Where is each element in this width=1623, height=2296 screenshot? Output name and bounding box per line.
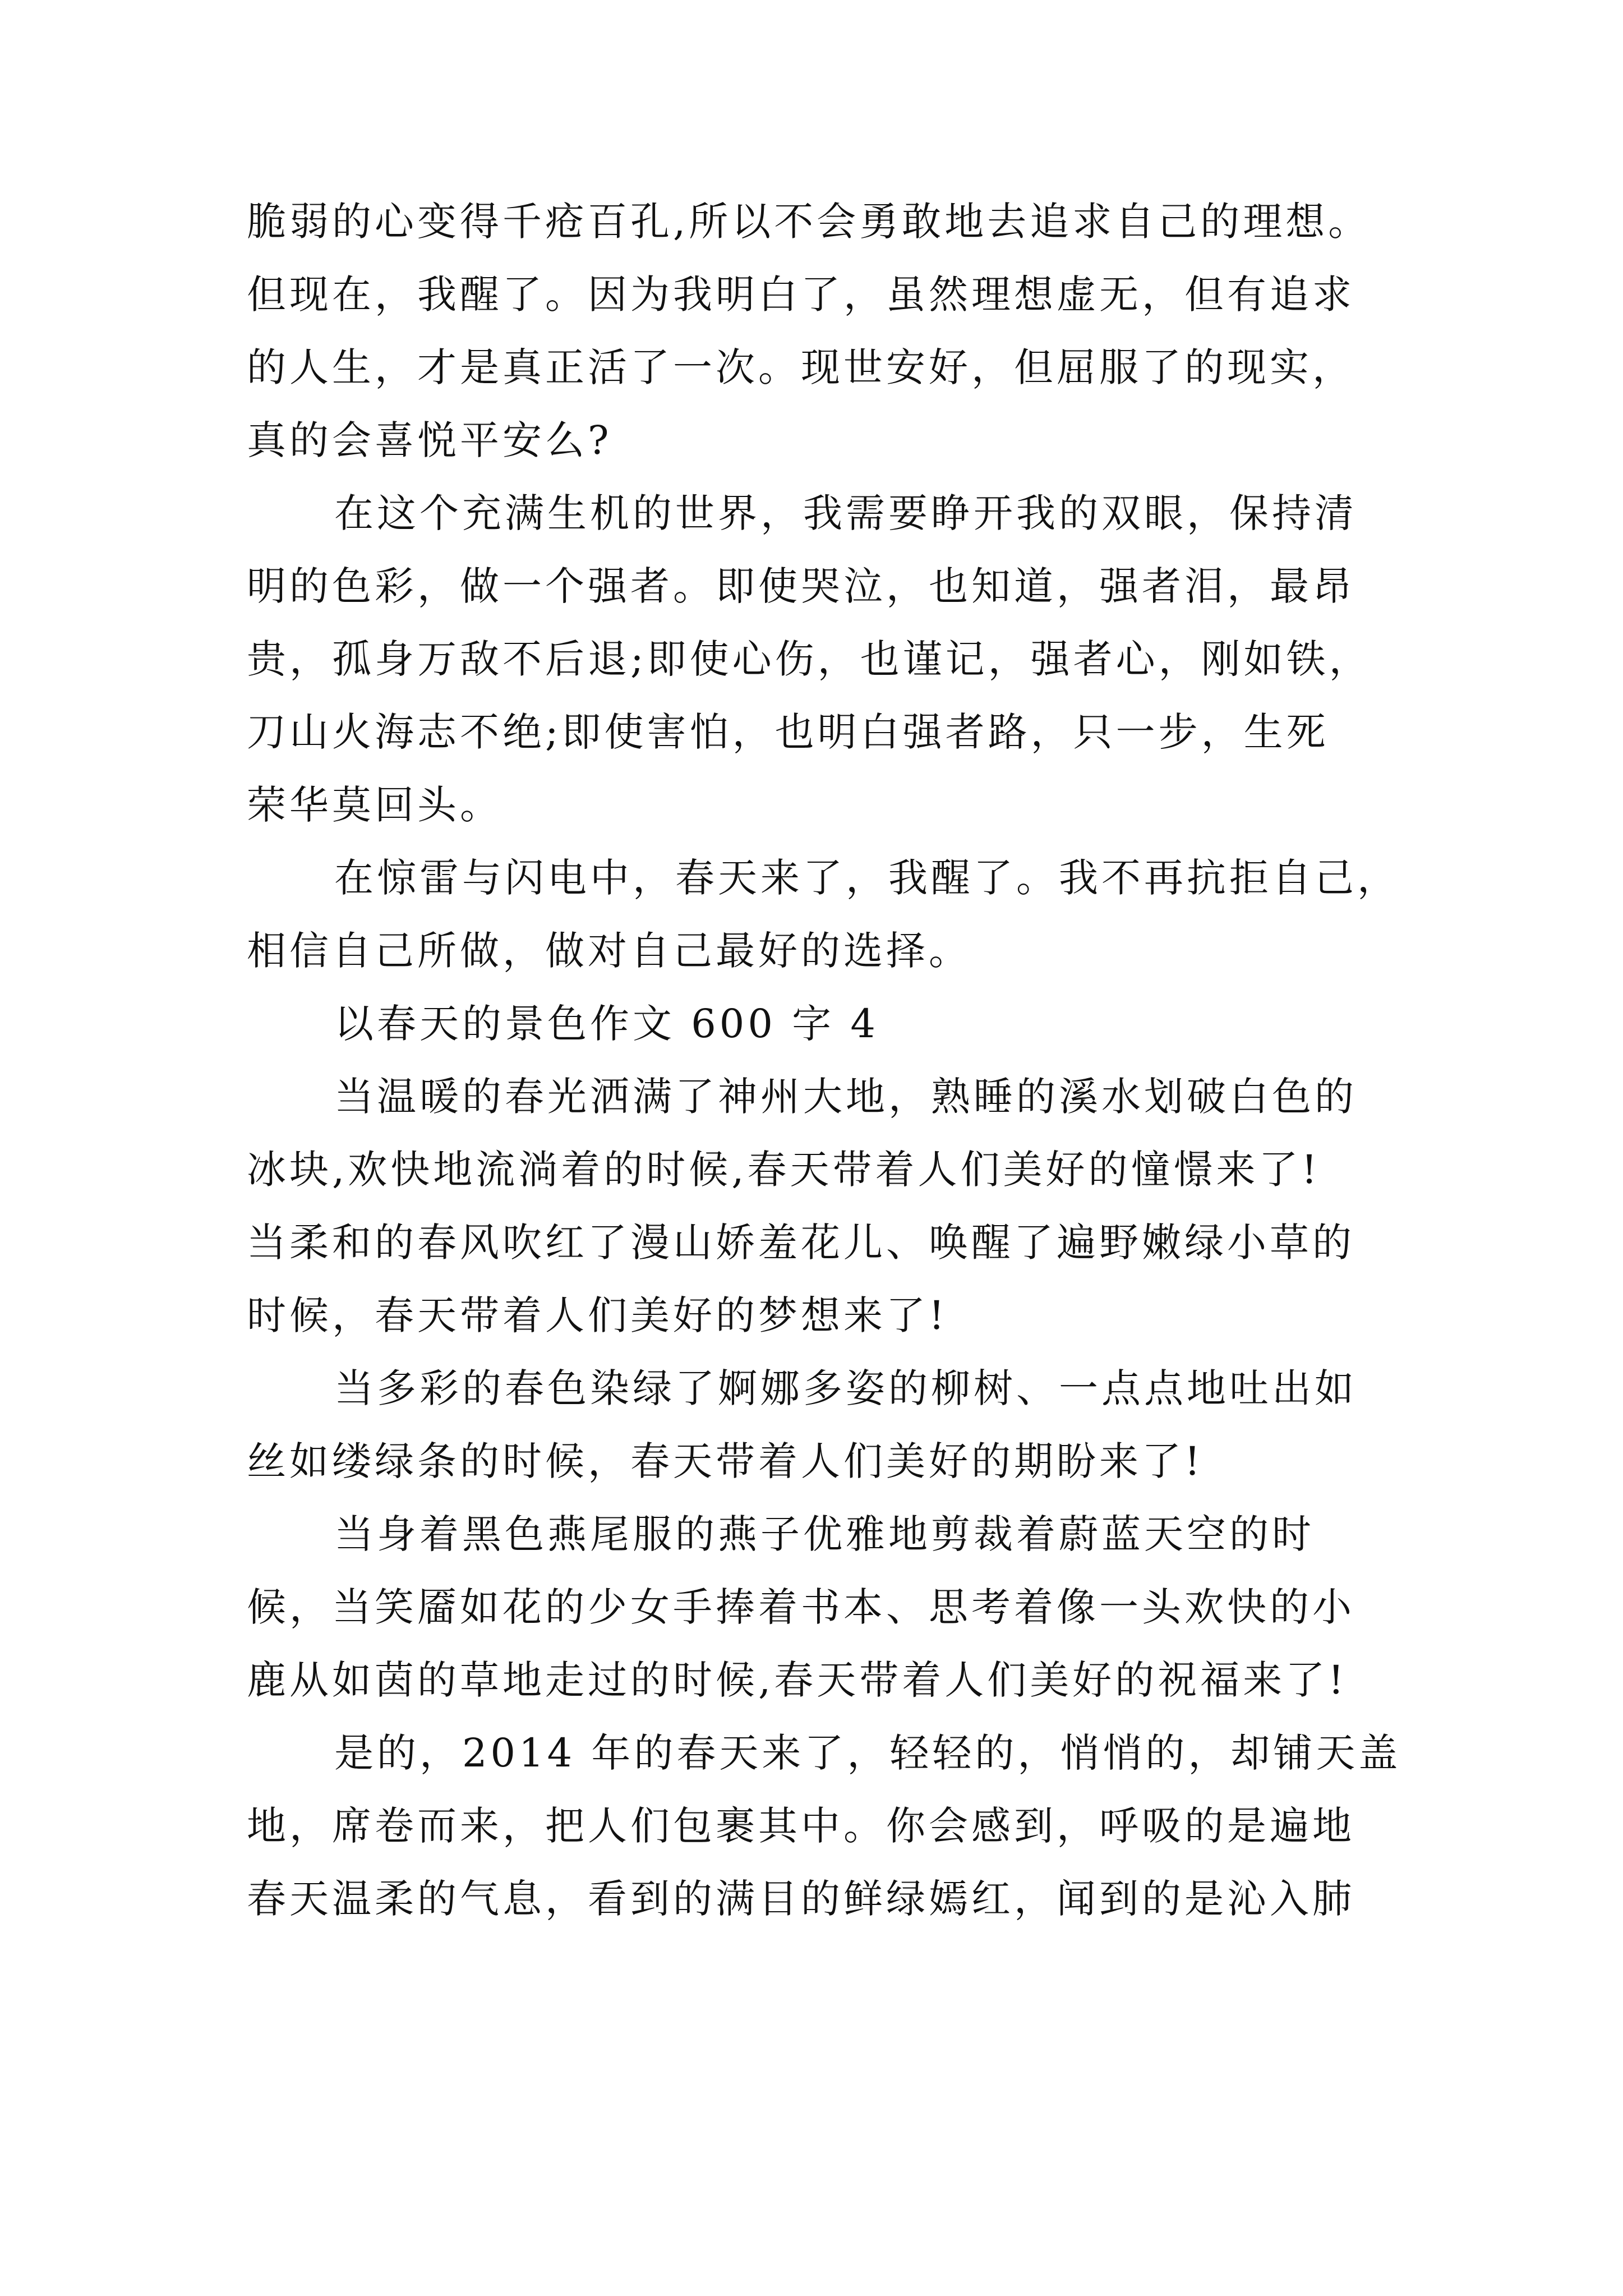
paragraph (247, 185, 1391, 477)
paragraph (247, 477, 1391, 841)
text-line: 当柔和的春风吹红了漫山娇羞花儿、唤醒了遍野嫩绿小草的 (247, 1220, 1355, 1266)
paragraph (247, 841, 1400, 987)
text-line: 时候，春天带着人们美好的梦想来了! (247, 1292, 948, 1338)
section-heading (247, 987, 1391, 1060)
text-line: 是的，2014 年的春天来了，轻轻的，悄悄的，却铺天盖 (334, 1730, 1401, 1776)
text-line: 春天温柔的气息，看到的满目的鲜绿嫣红，闻到的是沁入肺 (247, 1876, 1355, 1922)
text-line: 但现在，我醒了。因为我明白了，虽然理想虚无，但有追求 (247, 272, 1355, 318)
text-line: 当多彩的春色染绿了婀娜多姿的柳树、一点点地吐出如 (334, 1365, 1357, 1411)
text-line: 真的会喜悦平安么? (247, 417, 612, 463)
text-line: 的人生，才是真正活了一次。现世安好，但屈服了的现实， (247, 344, 1355, 390)
heading-text: 以春天的景色作文 600 字 4 (334, 1001, 879, 1047)
text-line: 在惊雷与闪电中，春天来了，我醒了。我不再抗拒自己， (334, 855, 1400, 901)
text-line: 冰块,欢快地流淌着的时候,春天带着人们美好的憧憬来了! (247, 1147, 1321, 1193)
paragraph (247, 1060, 1391, 1352)
text-line: 刀山火海志不绝;即使害怕，也明白强者路，只一步，生死 (247, 709, 1329, 755)
text-line: 脆弱的心变得千疮百孔,所以不会勇敢地去追求自己的理想。 (247, 199, 1371, 245)
text-line: 相信自己所做，做对自己最好的选择。 (247, 928, 971, 974)
paragraph (247, 1717, 1401, 1935)
paragraph (247, 1352, 1391, 1498)
text-line: 明的色彩，做一个强者。即使哭泣，也知道，强者泪，最昂 (247, 563, 1355, 609)
text-line: 贵，孤身万敌不后退;即使心伤，也谨记，强者心，刚如铁， (247, 636, 1372, 682)
text-line: 当温暖的春光洒满了神州大地，熟睡的溪水划破白色的 (334, 1074, 1357, 1120)
text-line: 丝如缕绿条的时候，春天带着人们美好的期盼来了! (247, 1438, 1204, 1484)
text-line: 地，席卷而来，把人们包裹其中。你会感到，呼吸的是遍地 (247, 1803, 1355, 1849)
document-body (247, 185, 1401, 1935)
text-line: 当身着黑色燕尾服的燕子优雅地剪裁着蔚蓝天空的时 (334, 1511, 1315, 1557)
text-line: 鹿从如茵的草地走过的时候,春天带着人们美好的祝福来了! (247, 1657, 1348, 1703)
text-line: 荣华莫回头。 (247, 782, 502, 828)
text-line: 在这个充满生机的世界，我需要睁开我的双眼，保持清 (334, 490, 1357, 536)
paragraph (247, 1498, 1391, 1717)
text-line: 候，当笑靥如花的少女手捧着书本、思考着像一头欢快的小 (247, 1584, 1355, 1630)
